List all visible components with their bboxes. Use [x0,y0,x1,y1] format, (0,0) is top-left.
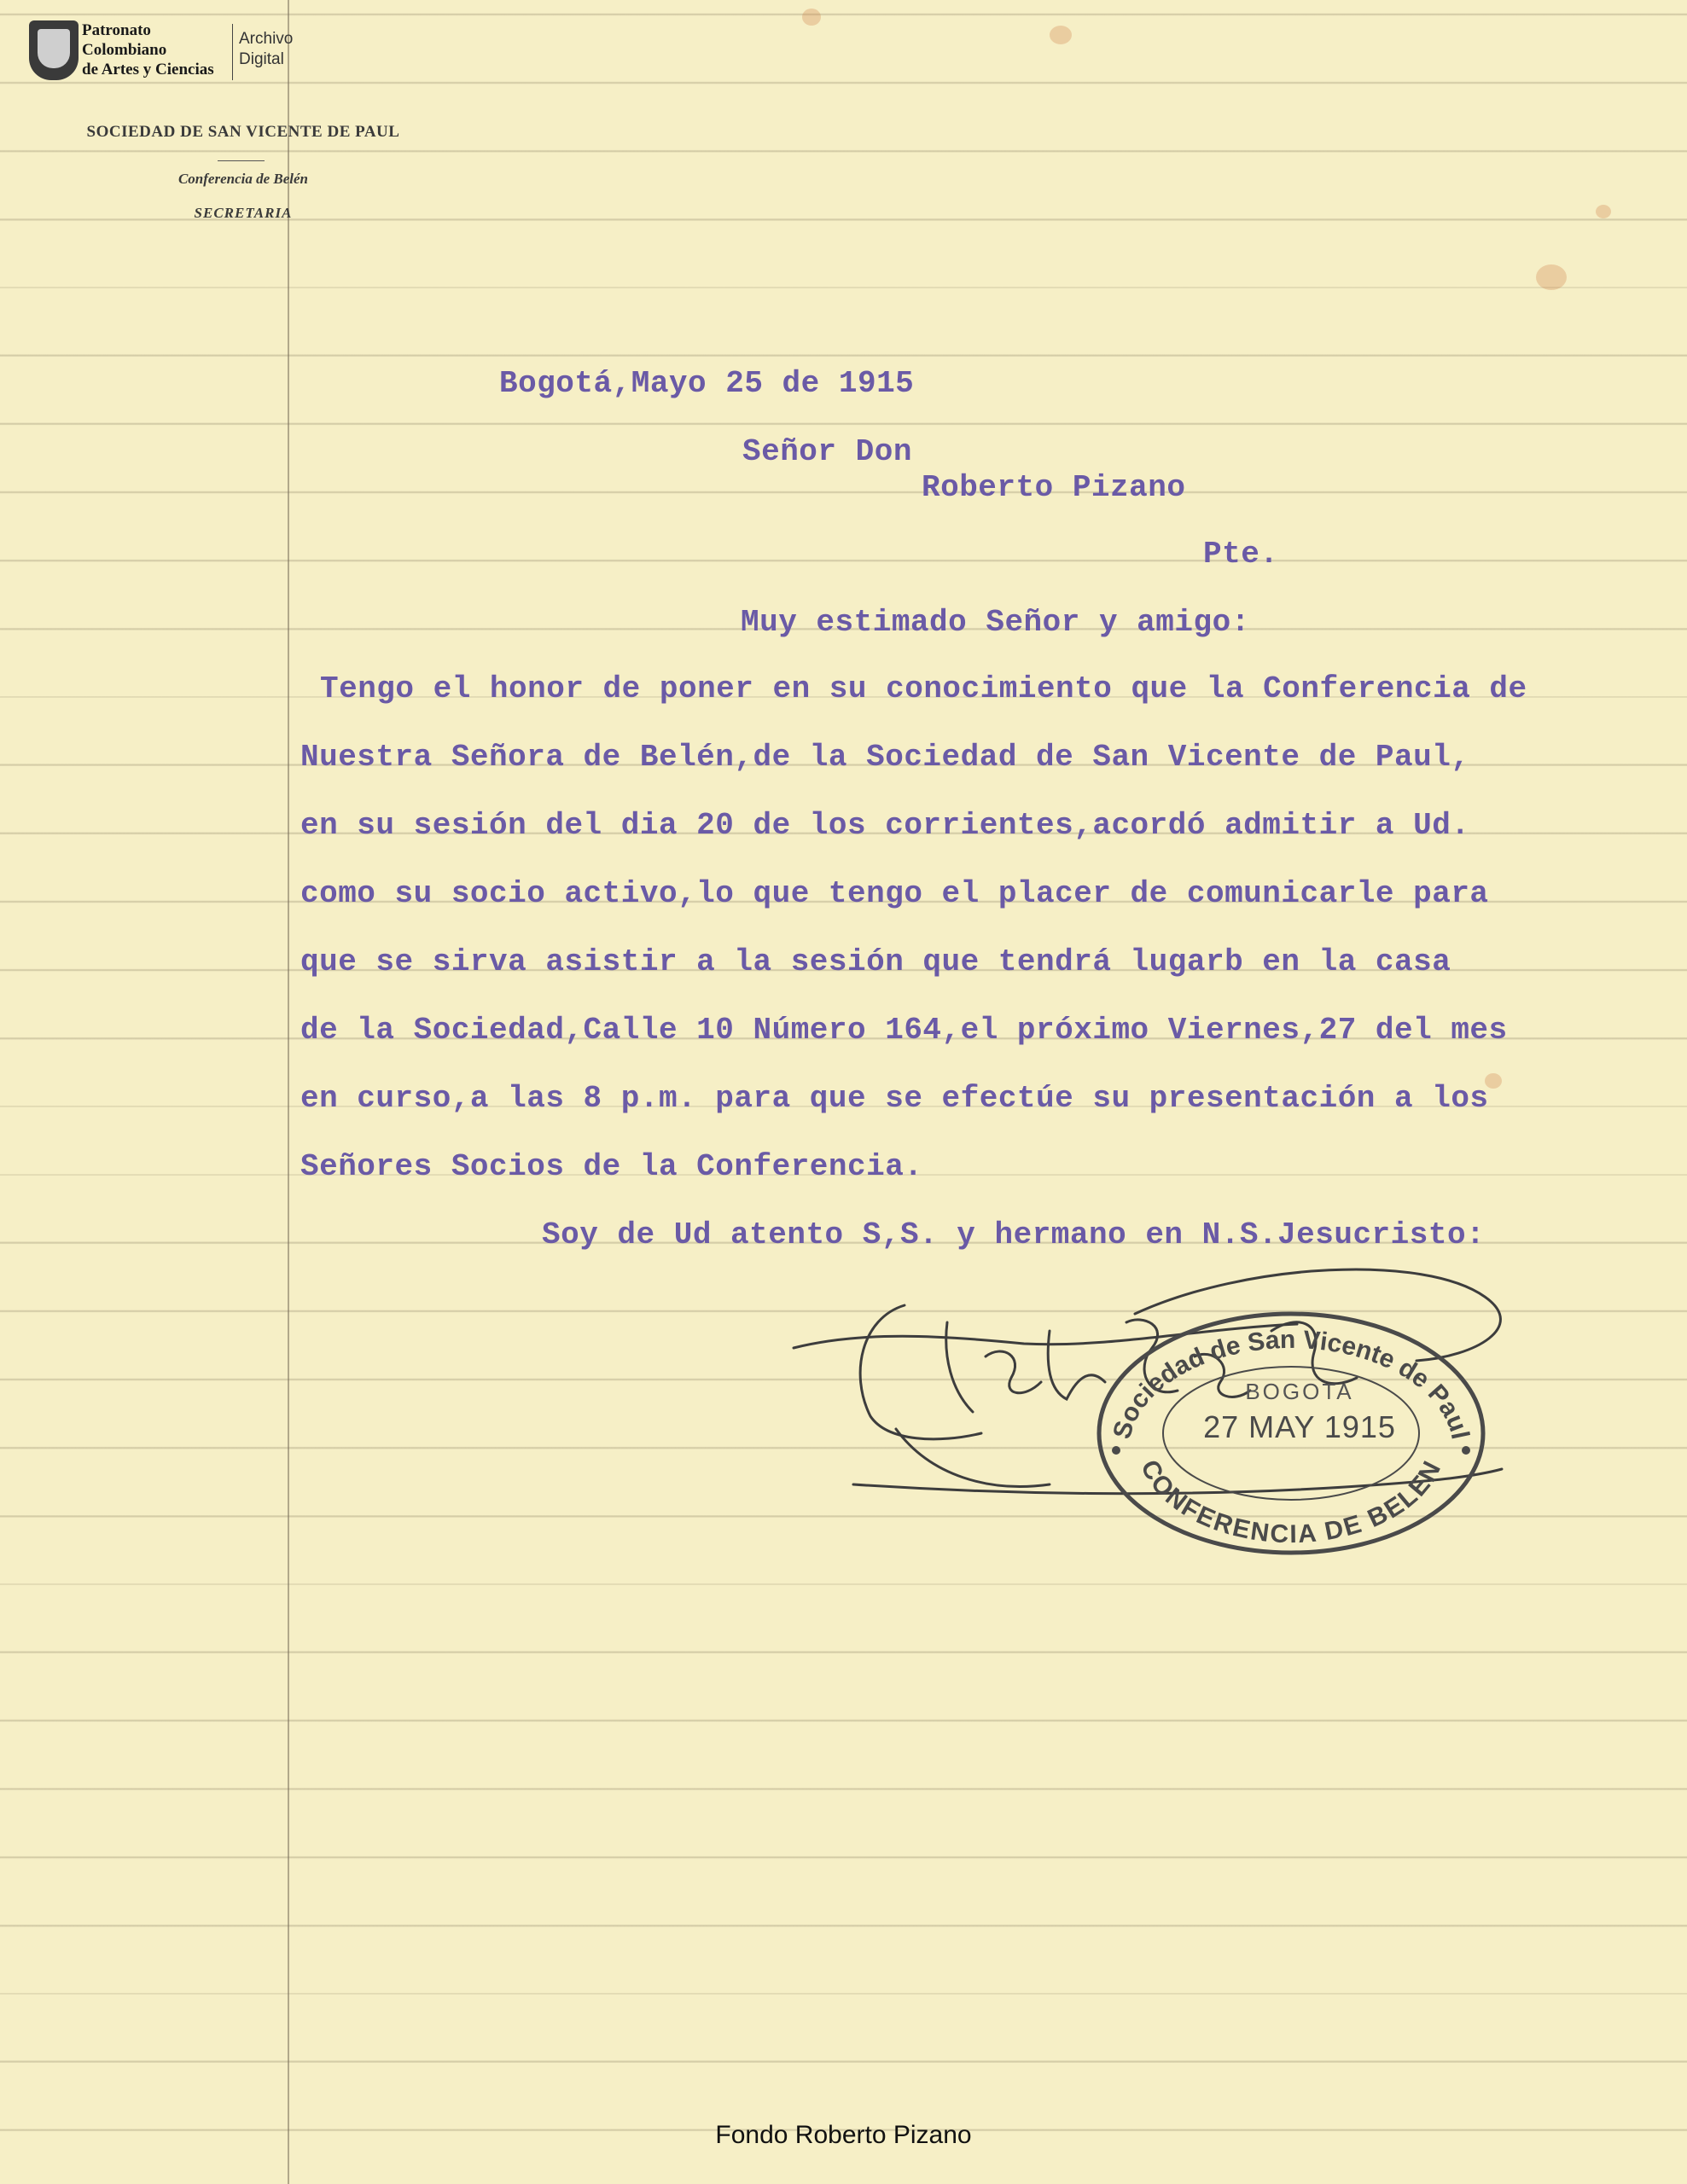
closing-line: Soy de Ud atento S,S. y hermano en N.S.Jesucristo: [542,1217,1486,1252]
stamp-bottom-text: CONFERENCIA DE BELEN [1135,1455,1447,1549]
paper-stain [1596,205,1611,218]
body-line: Nuestra Señora de Belén,de la Sociedad de San Vicente de Paul, [300,740,1470,775]
margin-rule [288,0,289,2184]
paper-stain [802,9,821,26]
paper-stain [1536,264,1567,290]
archive-logo [26,17,307,85]
body-line: en su sesión del dia 20 de los corrientes,acordó admitir a Ud. [300,808,1470,843]
stamp-city: BOGOTA [1245,1379,1354,1404]
svg-text:CONFERENCIA DE BELEN [1135,1455,1447,1548]
recipient-title: Señor Don [742,434,912,469]
archive-label [239,29,316,70]
archive-line: Digital [239,50,284,68]
body-line: de la Sociedad,Calle 10 Número 164,el próximo Viernes,27 del mes [300,1013,1508,1048]
letterhead-conference: Conferencia de Belén [177,171,309,187]
recipient-place: Pte. [1203,537,1279,572]
archive-line: Archivo [239,30,294,48]
org-line: de Artes y Ciencias [82,61,214,78]
logo-divider [232,24,233,80]
org-line: Patronato [82,21,151,39]
body-line: que se sirva asistir a la sesión que tendrá lugarb en la casa [300,944,1451,979]
salutation: Muy estimado Señor y amigo: [741,605,1250,640]
archive-org-name [82,20,261,79]
body-line: Tengo el honor de poner en su conocimiento que la Conferencia de [320,671,1527,706]
collection-caption: Fondo Roberto Pizano [715,2121,972,2149]
letterhead-rule [218,160,265,161]
letter-date: Bogotá,Mayo 25 de 1915 [499,366,915,401]
org-line: Colombiano [82,41,167,59]
letterhead-society: SOCIEDAD DE SAN VICENTE DE PAUL [86,123,400,141]
body-line: en curso,a las 8 p.m. para que se efectúe su presentación a los [300,1081,1489,1116]
stamp-top-text: Sociedad de San Vicente de Paul [1108,1325,1475,1443]
shield-icon [29,20,79,80]
letterhead-office: SECRETARIA [194,205,293,221]
recipient-name: Roberto Pizano [922,470,1186,505]
stamp-date: 27 MAY 1915 [1203,1409,1396,1444]
body-line: Señores Socios de la Conferencia. [300,1149,923,1184]
paper-stain [1050,26,1072,44]
body-line: como su socio activo,lo que tengo el placer de comunicarle para [300,876,1489,911]
